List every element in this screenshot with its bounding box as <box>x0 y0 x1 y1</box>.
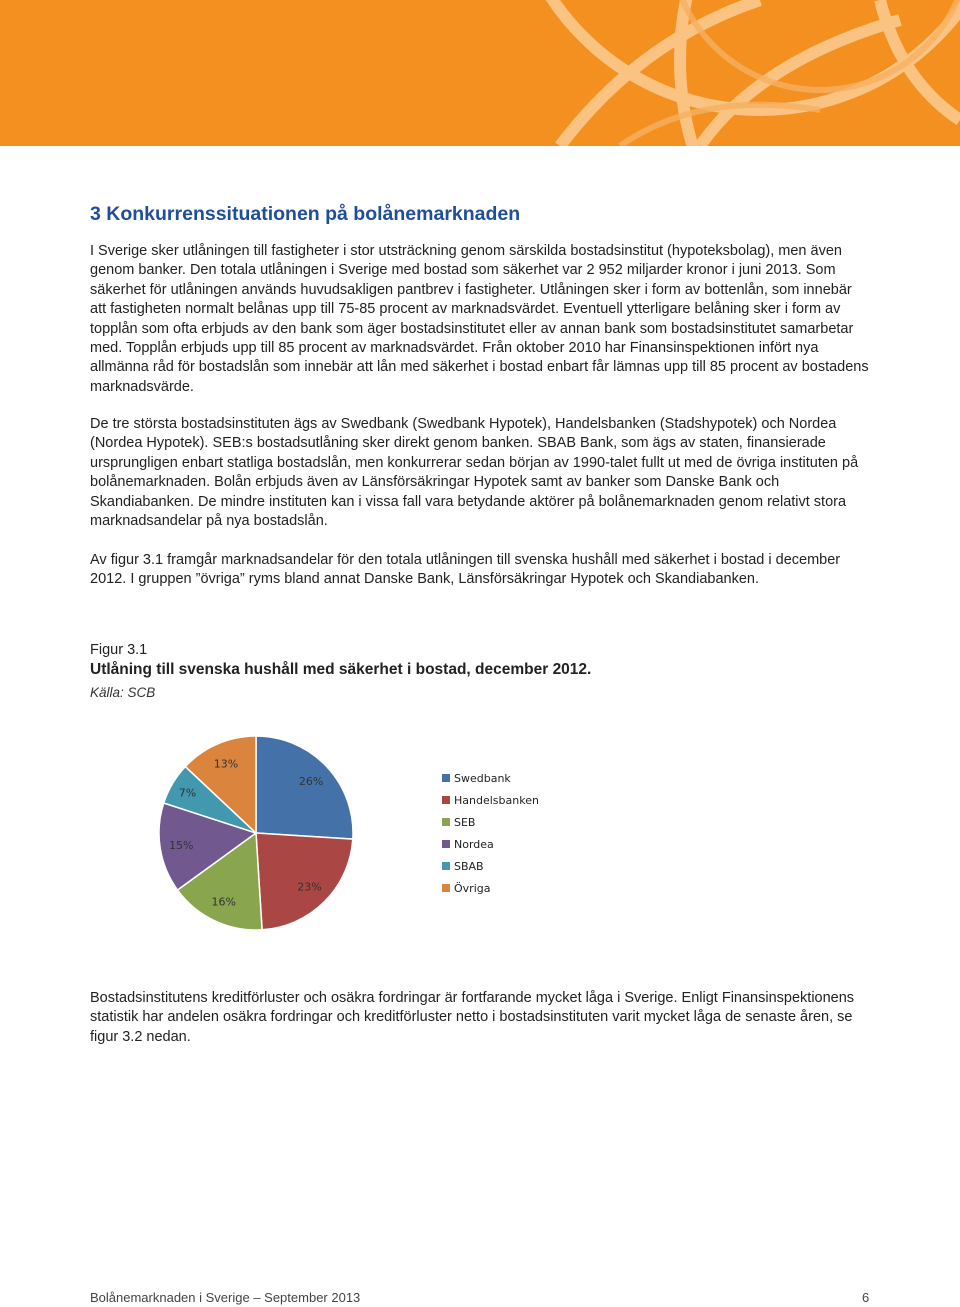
legend-label: Handelsbanken <box>454 794 539 807</box>
figure-title: Utlåning till svenska hushåll med säkerhet i bostad, december 2012. <box>90 661 592 678</box>
header-banner <box>0 0 960 146</box>
legend-label: Nordea <box>454 838 494 851</box>
footer-publication-title: Bolånemarknaden i Sverige – September 2013 <box>90 1290 361 1305</box>
pie-data-label: 15% <box>169 838 194 852</box>
figure-source: Källa: SCB <box>90 685 156 700</box>
legend-label: SEB <box>454 816 476 829</box>
legend-swatch <box>442 796 450 804</box>
legend-label: Swedbank <box>454 772 511 785</box>
legend-label: Övriga <box>454 882 491 895</box>
legend-swatch <box>442 884 450 892</box>
paragraph-lending-overview: I Sverige sker utlåningen till fastigheter i stor utsträckning genom särskilda bostadsinstitut (hypoteksbolag), men även genom banker. Den totala utlåningen i Sverige med bostad som säkerhet var 2 952 miljarder kronor i juni 2013. Som säkerhet för utlåningen används huvudsakligen pantbrev i fastigheter. Utlåningen sker i form av bottenlån, som innebär att fastigheten normalt belånas upp till 75-85 procent av marknadsvärdet. Eventuell ytterligare belåning sker i form av topplån som ofta erbjuds av den bank som äger bostadsinstitutet eller av annan bank som bostadsinstitutet samarbetar med. Topplån erbjuds upp till 85 procent av marknadsvärdet. Från oktober 2010 har Finansinspektionen infört nya allmänna råd för bostadslån som innebär att lån med säkerhet i bostad enbart får lämnas upp till 85 procent av bostadens marknadsvärde. <box>90 243 869 395</box>
market-share-pie-chart <box>150 730 550 940</box>
legend-label: SBAB <box>454 860 484 873</box>
figure-label: Figur 3.1 <box>90 642 148 658</box>
legend-swatch <box>442 862 450 870</box>
legend-swatch <box>442 818 450 826</box>
globe-arcs-graphic <box>0 0 960 146</box>
pie-chart-svg <box>150 730 550 940</box>
legend-swatch <box>442 840 450 848</box>
page-number: 6 <box>862 1290 870 1305</box>
paragraph-figure-reference: Av figur 3.1 framgår marknadsandelar för den totala utlåningen till svenska hushåll med säkerhet i bostad i december 2012. I gruppen ”övriga” ryms bland annat Danske Bank, Länsförsäkringar Hypotek och Skandiabanken. <box>90 552 841 588</box>
section-heading: 3 Konkurrenssituationen på bolånemarknaden <box>90 203 521 225</box>
pie-data-label: 7% <box>178 786 197 800</box>
paragraph-credit-losses: Bostadsinstitutens kreditförluster och osäkra fordringar är fortfarande mycket låga i Sverige. Enligt Finansinspektionens statistik har andelen osäkra fordringar och kreditförluster netto i bostadsinstituten varit mycket låga de senaste åren, se figur 3.2 nedan. <box>90 990 855 1045</box>
paragraph-largest-institutions: De tre största bostadsinstituten ägs av Swedbank (Swedbank Hypotek), Handelsbanken (Stadshypotek) och Nordea (Nordea Hypotek). SEB:s bostadsutlåning sker direkt genom banken. SBAB Bank, som ägs av staten, finansierade ursprungligen enbart statliga bostadslån, men konkurrerar sedan början av 1990-talet fullt ut med de övriga instituten på bolånemarknaden. Bolån erbjuds även av Länsförsäkringar Hypotek samt av banker som Danske Bank och Skandiabanken. De mindre instituten kan i vissa fall vara betydande aktörer på bolånemarknaden genom relativt stora marknadsandelar på nya bostadslån. <box>90 416 859 530</box>
pie-data-label: 16% <box>211 895 237 909</box>
pie-data-label: 23% <box>297 880 322 894</box>
pie-data-label: 13% <box>213 757 239 771</box>
pie-data-label: 26% <box>298 775 324 789</box>
legend-swatch <box>442 774 450 782</box>
